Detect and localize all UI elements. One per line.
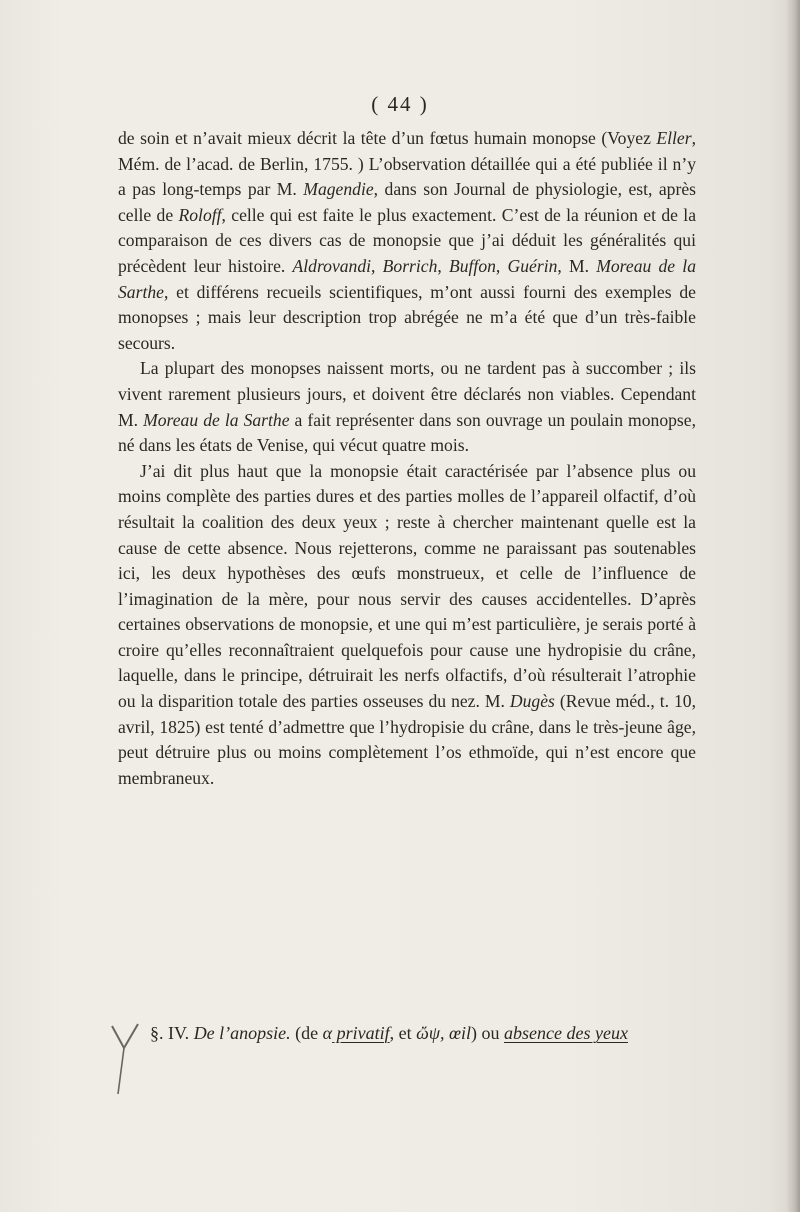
text-run: , celle qui est faite le plus exactement. C’est de la réunion et de la comparaison de ces divers cas de monopsie que j’ai déduit les généralités qui précèdent leur histoire. (118, 204, 696, 276)
italic-name: Moreau de la Sarthe (118, 255, 696, 302)
page-number: ( 44 ) (371, 92, 429, 116)
text-run: (Revue méd., t. 10, avril, 1825) est tenté d’admettre que l’hydropisie du crâne, dans le très-jeune âge, peut détruire plus ou moins complètement l’os ethmoïde, qui n’est encore que membraneux. (118, 691, 696, 788)
text-run: , (437, 255, 449, 276)
text-run: J’ai dit plus haut que la monopsie était caractérisée par l’absence plus ou moins complète des parties dures et des parties molles de l’appareil olfactif, d’où résultait la coalition des deux yeux ; reste à chercher maintenant quelle est la cause de cette absence. Nous rejetterons, comme ne paraissant pas soutenables ici, les deux hypothèses des œufs monstrueux, et celle de l’influence de l’imagination de la mère, pour nous servir des causes accidentelles. D’après certaines observations de monopsie, et une qui m’est particulière, je serais porté à croire qu’elles reconnaîtraient quelquefois pour cause une hydropisie du crâne, laquelle, dans le principe, détruirait les nerfs olfactifs, d’où résulterait l’atrophie ou la disparition totale des parties osseuses du nez. M. (118, 460, 696, 712)
page-edge-shadow (786, 0, 800, 1212)
text-run: de soin et n’avait mieux décrit la tête d’un fœtus humain monopse (Voyez (118, 128, 657, 148)
text-run: , dans son Journal de physiologie, est, après celle de (118, 179, 696, 225)
oeil-word: , œil (440, 1023, 472, 1043)
greek-alpha: α (322, 1023, 333, 1043)
italic-name: Eller (656, 128, 692, 148)
italic-name: Moreau de la Sarthe (143, 409, 290, 430)
text-run: , Mém. de l’acad. de Berlin, 1755. ) L’observation détaillée qui a été publiée il n’y a pas long-temps par M. (118, 128, 696, 200)
italic-name: Magendie (303, 179, 374, 200)
section-title: De l’anopsie. (193, 1023, 291, 1043)
margin-pencil-mark (108, 1018, 148, 1098)
italic-name: Buffon (449, 255, 496, 276)
text-run: , (371, 255, 383, 276)
italic-name: Guérin (507, 255, 558, 276)
etymology-close: ) ou (471, 1023, 505, 1043)
italic-name: Roloff (178, 204, 222, 225)
section-heading (150, 1023, 710, 1044)
text-run: , (495, 255, 508, 276)
text-run: a fait représenter dans son ouvrage un poulain monopse, né dans les états de Venise, qui vécut quatre mois. (118, 409, 696, 456)
text-run: , M. (557, 255, 597, 276)
text-run: , et différens recueils scientifiques, m’ont aussi fourni des exemples de monopses ; mais leur description trop abrégée ne m’a été que d’un très-faible secours. (118, 281, 696, 353)
privatif-word: privatif (332, 1023, 390, 1043)
paragraph (118, 459, 696, 792)
paragraph (118, 356, 696, 458)
absence-des-yeux: absence des yeux (504, 1023, 628, 1043)
etymology-open: (de (290, 1023, 323, 1043)
text-run: La plupart des monopses naissent morts, ou ne tardent pas à succomber ; ils vivent rarement plusieurs jours, et doivent être déclarés non viables. Cependant M. (118, 358, 696, 430)
body-text (118, 126, 696, 791)
etymology-conjunction: , et (389, 1023, 417, 1043)
italic-name: Aldrovandi (292, 255, 372, 276)
italic-name: Borrich (382, 255, 438, 276)
paragraph (118, 126, 696, 356)
greek-word: ὤψ (416, 1023, 440, 1043)
section-number: §. IV. (150, 1023, 194, 1043)
italic-name: Dugès (509, 691, 555, 712)
